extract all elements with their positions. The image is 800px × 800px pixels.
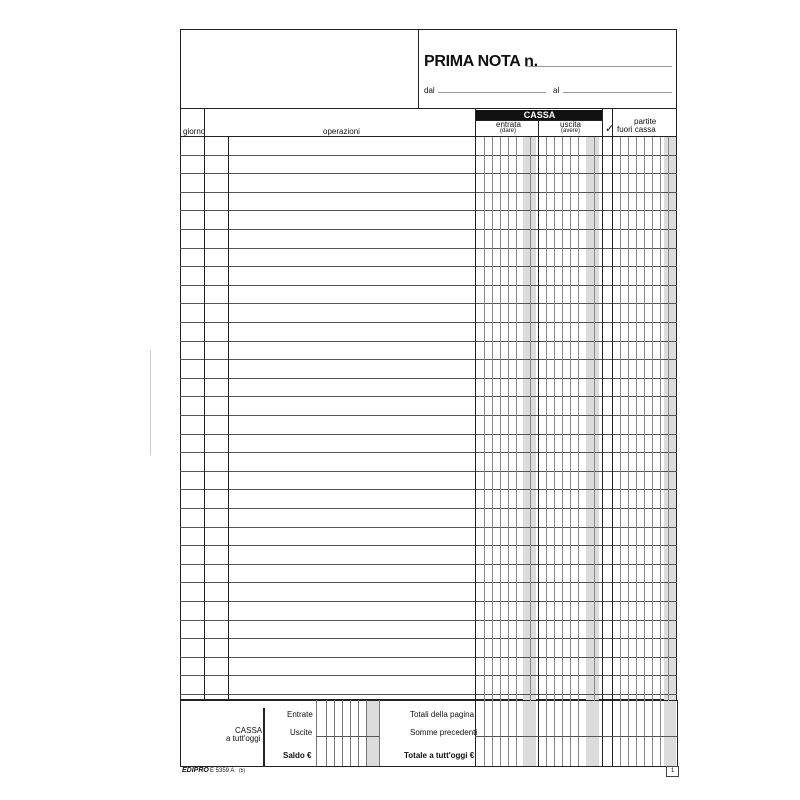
- saldo-label: Saldo €: [283, 751, 312, 760]
- column-divider: [612, 108, 613, 700]
- digit-column: [652, 137, 653, 700]
- footer-digit-column: [554, 700, 555, 766]
- check-icon: ✓: [605, 123, 615, 135]
- footer-left: [180, 700, 181, 766]
- uscite-label: Uscite: [290, 728, 313, 737]
- entrate-label: Entrate: [287, 710, 313, 719]
- digit-column: [508, 137, 509, 700]
- totale-label: Totale a tutt'oggi €: [404, 751, 475, 760]
- digit-column: [500, 137, 501, 700]
- shaded-column: [664, 137, 676, 700]
- operazioni-header: operazioni: [323, 127, 360, 136]
- totale-separator: [475, 736, 677, 737]
- column-divider: [228, 136, 229, 700]
- dal-field[interactable]: [438, 92, 546, 93]
- entrata-header: entrata: [496, 120, 521, 129]
- footer-digit-column: [644, 700, 645, 766]
- column-divider: [475, 108, 476, 700]
- footer-digit-column: [570, 700, 571, 766]
- footer-digit-column: [500, 700, 501, 766]
- column-header-bottom: [475, 136, 677, 137]
- column-divider: [204, 108, 205, 700]
- footer-shaded-column: [586, 701, 599, 766]
- footer-right: [677, 700, 678, 766]
- saldo-digit-column: [366, 700, 367, 766]
- footer-shaded-column: [523, 701, 536, 766]
- saldo-digit-column: [379, 700, 380, 766]
- saldo-digit-column: [316, 700, 317, 766]
- digit-column: [636, 137, 637, 700]
- digit-column: [516, 137, 517, 700]
- partite-header: partite: [634, 117, 657, 126]
- al-field[interactable]: [563, 92, 672, 93]
- partite-header-2: fuori cassa: [617, 125, 656, 134]
- uscita-subheader: (avere): [561, 128, 581, 134]
- giorno-header: giorno: [183, 127, 206, 136]
- digit-column: [644, 137, 645, 700]
- footer-digit-column: [546, 700, 547, 766]
- column-header-bottom-left: [180, 136, 475, 137]
- footer-digit-column: [652, 700, 653, 766]
- digit-column: [530, 137, 531, 700]
- footer-column: [602, 700, 603, 766]
- digit-column: [570, 137, 571, 700]
- fold-mark: [150, 350, 151, 455]
- brand-logo: EDIPRO: [182, 767, 209, 774]
- saldo-digit-column: [342, 700, 343, 766]
- cassa-header: CASSA: [476, 110, 603, 120]
- footer-digit-column: [516, 700, 517, 766]
- header-divider: [418, 29, 419, 108]
- totali-pagina-label: Totali della pagina: [410, 710, 475, 719]
- saldo-separator: [316, 736, 379, 737]
- footer-shaded-column: [664, 701, 676, 766]
- saldo-digit-column: [358, 700, 359, 766]
- somme-precedenti-label: Somme precedenti: [410, 728, 478, 737]
- footer-digit-column: [562, 700, 563, 766]
- digit-column: [660, 137, 661, 700]
- footer-digit-column: [578, 700, 579, 766]
- product-code: E 5359 A: [210, 768, 235, 774]
- cassa-footer-sub: a tutt'oggi: [226, 734, 261, 743]
- footer-digit-column: [620, 700, 621, 766]
- digit-column: [562, 137, 563, 700]
- digit-column: [668, 137, 669, 700]
- shaded-column: [586, 137, 599, 700]
- digit-column: [594, 137, 595, 700]
- cassa-divider: [475, 120, 603, 121]
- footer-digit-column: [484, 700, 485, 766]
- footer-bracket: [263, 708, 265, 766]
- uscita-header: uscita: [560, 120, 581, 129]
- digit-column: [620, 137, 621, 700]
- digit-column: [628, 137, 629, 700]
- footer-bottom: [180, 766, 677, 767]
- digit-column: [492, 137, 493, 700]
- form-title: PRIMA NOTA n.: [424, 53, 538, 70]
- product-code-sub: (b): [239, 768, 246, 774]
- entrata-subheader: (dare): [500, 128, 517, 134]
- saldo-digit-column: [350, 700, 351, 766]
- footer-column: [538, 700, 539, 766]
- digit-column: [554, 137, 555, 700]
- saldo-digit-column: [326, 700, 327, 766]
- dal-label: dal: [424, 86, 435, 95]
- column-divider: [538, 118, 539, 700]
- number-line[interactable]: [526, 66, 672, 67]
- cassa-footer-label: CASSA: [235, 726, 263, 735]
- footer-column: [612, 700, 613, 766]
- footer-digit-column: [492, 700, 493, 766]
- al-label: al: [553, 86, 560, 95]
- saldo-digit-column: [334, 700, 335, 766]
- footer-digit-column: [628, 700, 629, 766]
- page-number: 1: [666, 766, 679, 777]
- footer-digit-column: [508, 700, 509, 766]
- column-divider: [602, 108, 603, 700]
- digit-column: [484, 137, 485, 700]
- saldo-shaded-column: [367, 701, 379, 766]
- digit-column: [546, 137, 547, 700]
- digit-column: [578, 137, 579, 700]
- footer-digit-column: [660, 700, 661, 766]
- footer-digit-column: [636, 700, 637, 766]
